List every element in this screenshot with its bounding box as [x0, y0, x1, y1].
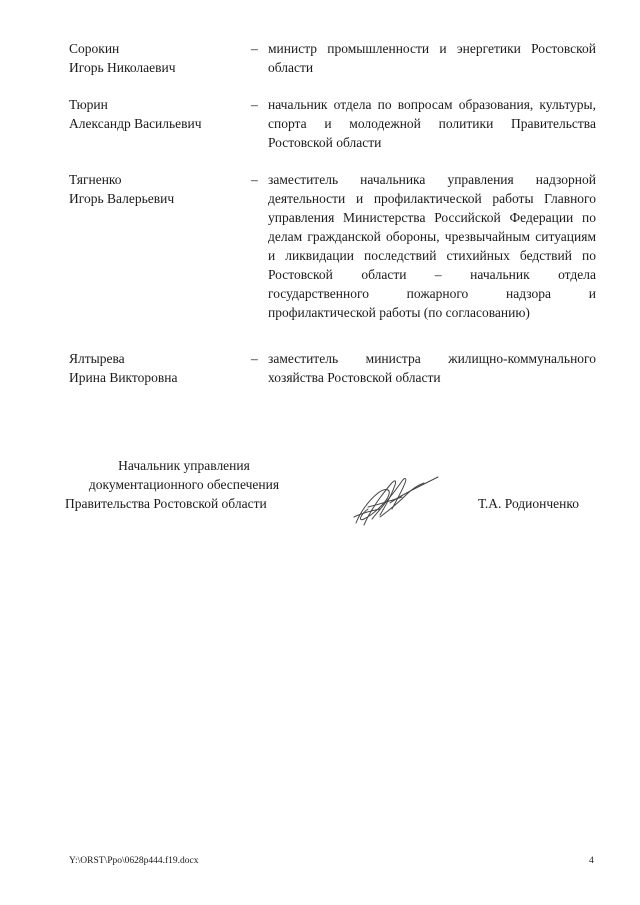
member-name [69, 170, 249, 208]
dash-separator: – [251, 41, 258, 56]
member-name [69, 95, 249, 133]
member-position: начальник отдела по вопросам образования, культуры, спорта и молодежной политики Правительства Ростовской области [268, 97, 596, 150]
signatory-title-line: Правительства Ростовской области [65, 496, 267, 511]
handwritten-signature [350, 467, 440, 529]
member-position: заместитель министра жилищно-коммунального хозяйства Ростовской области [268, 351, 596, 385]
member-given-names: Ирина Викторовна [69, 370, 178, 385]
dash-separator: – [251, 97, 258, 112]
member-name [69, 349, 249, 387]
dash-separator: – [251, 351, 258, 366]
member-given-names: Игорь Николаевич [69, 60, 176, 75]
signatory-title [64, 456, 304, 513]
member-position: министр промышленности и энергетики Ростовской области [268, 41, 596, 75]
member-name [69, 39, 249, 77]
signatory-title-line: документационного обеспечения [88, 477, 280, 492]
signer-name: Т.А. Родионченко [478, 496, 579, 511]
member-surname: Тягненко [69, 172, 122, 187]
signatory-title-line: Начальник управления [118, 458, 250, 473]
member-given-names: Игорь Валерьевич [69, 191, 175, 206]
footer-file-path: Y:\ORST\Ppo\0628p444.f19.docx [69, 856, 199, 866]
member-position: заместитель начальника управления надзорной деятельности и профилактической работы Главного управления Министерства Российской Федерации по делам гражданской обороны, чрезвычайным ситуациям и ликвидации последствий стихийных бедствий по Ростовской области – начальник отдела государственного пожарного надзора и профилактической работы (по согласованию) [268, 172, 596, 320]
dash-separator: – [251, 172, 258, 187]
member-surname: Сорокин [69, 41, 120, 56]
member-surname: Ялтырева [69, 351, 125, 366]
member-given-names: Александр Васильевич [69, 116, 202, 131]
page-number: 4 [589, 856, 594, 866]
member-surname: Тюрин [69, 97, 108, 112]
